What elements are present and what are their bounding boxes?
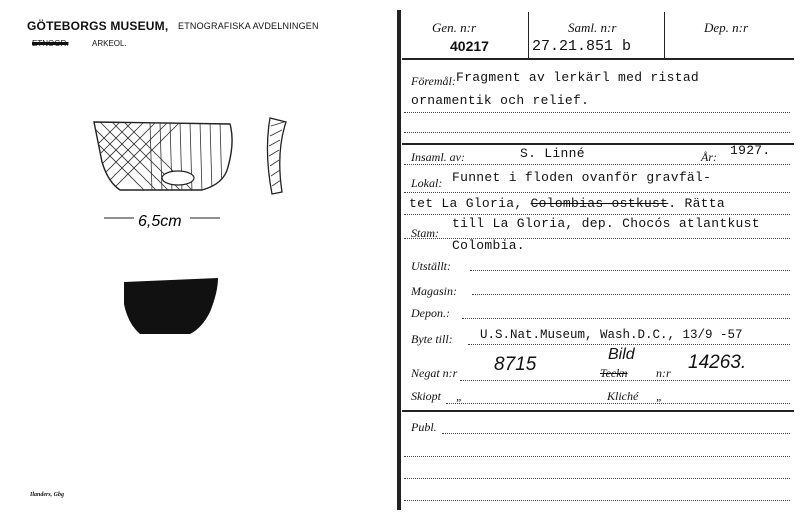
dotted-line: [404, 164, 790, 165]
utstallt-label: Utställt:: [411, 259, 452, 273]
lokal-line1: Funnet i floden ovanför gravfäl-: [452, 170, 712, 185]
ar-value: 1927.: [730, 143, 771, 158]
byte-label: Byte till:: [411, 332, 453, 346]
bild-value: Bild: [608, 346, 635, 363]
dotted-line: [404, 192, 790, 193]
gen-nr-value: 40217: [450, 38, 489, 54]
dotted-line: [404, 132, 790, 133]
teckn-label: Teckn: [600, 366, 628, 380]
printer-mark: Ilanders, Gbg: [30, 492, 65, 498]
dep-nr-box: [666, 12, 794, 58]
negat-value: 8715: [494, 354, 537, 375]
teckn-value: 14263.: [688, 352, 747, 373]
card-divider: [397, 10, 401, 510]
lokal-line3: till La Gloria, dep. Chocós atlantkust: [452, 216, 760, 231]
lokal-line2-end: . Rätta: [668, 196, 725, 211]
lokal-line2-struck: Colombias ostkust: [530, 196, 669, 211]
magasin-label: Magasin:: [411, 284, 457, 298]
saml-nr-box: [530, 12, 665, 58]
ar-label: År:: [701, 150, 717, 164]
skiopt-value: „: [456, 389, 463, 403]
dotted-line: [404, 500, 790, 501]
depon-label: Depon.:: [411, 306, 450, 320]
gen-nr-box: [402, 12, 529, 58]
skiopt-label: Skiopt: [411, 389, 441, 403]
foremal-label: Föremål:: [411, 74, 456, 88]
kliche-label: Kliché: [607, 389, 639, 403]
dotted-line: [468, 344, 790, 345]
dotted-line: [460, 380, 790, 381]
lokal-line2: [409, 196, 725, 211]
struck-department: ETNOGR.: [32, 39, 69, 48]
teckn-nr-label: n:r: [656, 366, 671, 380]
lokal-line2-start: tet La Gloria,: [409, 196, 531, 211]
dotted-line: [404, 478, 790, 479]
kliche-value: „: [656, 389, 663, 403]
dotted-line: [404, 112, 790, 113]
section-rule: [402, 410, 794, 412]
saml-nr-label: Saml. n:r: [568, 20, 617, 35]
measurement-label: 6,5cm: [138, 213, 182, 230]
dotted-line: [470, 270, 790, 271]
sub-department: ARKEOL.: [92, 39, 127, 48]
byte-value: U.S.Nat.Museum, Wash.D.C., 13/9 -57: [480, 328, 743, 342]
dotted-line: [404, 214, 790, 215]
gen-nr-label: Gen. n:r: [432, 20, 477, 35]
foremal-line2: ornamentik och relief.: [411, 93, 590, 108]
lokal-line4: Colombia.: [452, 238, 525, 253]
header-rule: [402, 58, 794, 60]
dotted-line: [446, 403, 790, 404]
pottery-sketch: [90, 112, 310, 352]
museum-name: GÖTEBORGS MUSEUM,: [27, 19, 169, 33]
stam-label: Stam:: [411, 226, 439, 240]
insaml-label: Insaml. av:: [411, 150, 465, 164]
dotted-line: [472, 294, 790, 295]
lokal-label: Lokal:: [411, 176, 443, 190]
department-name: ETNOGRAFISKA AVDELNINGEN: [178, 21, 319, 31]
foremal-line1: Fragment av lerkärl med ristad: [456, 70, 700, 85]
dotted-line: [462, 318, 790, 319]
dep-nr-label: Dep. n:r: [704, 20, 749, 35]
publ-label: Publ.: [411, 420, 437, 434]
dotted-line: [442, 433, 790, 434]
dotted-line: [404, 456, 790, 457]
insaml-value: S. Linné: [520, 146, 585, 161]
negat-label: Negat n:r: [411, 366, 458, 380]
saml-nr-value: 27.21.851 b: [532, 38, 632, 55]
